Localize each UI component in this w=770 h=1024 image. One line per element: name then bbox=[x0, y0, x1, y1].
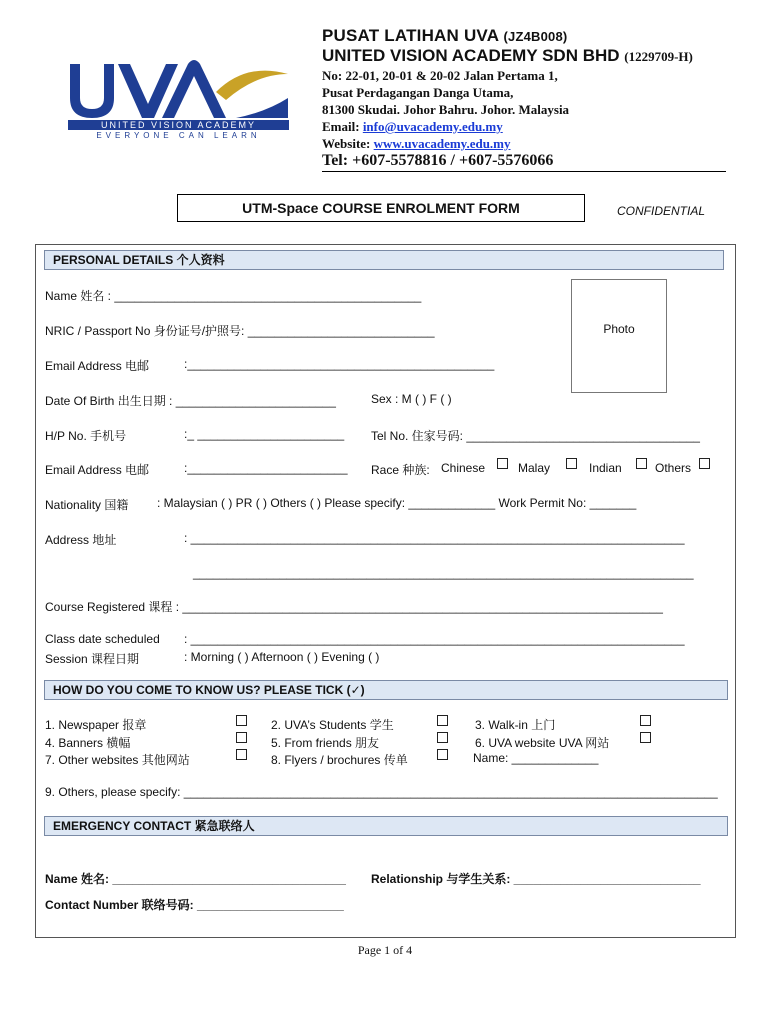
option-walk-in: 3. Walk-in 上门 bbox=[475, 718, 556, 732]
session-field[interactable]: : Morning ( ) Afternoon ( ) Evening ( ) bbox=[184, 650, 380, 664]
uva-students-checkbox[interactable] bbox=[437, 715, 448, 726]
race-option-chinese: Chinese bbox=[441, 461, 486, 475]
nationality-field[interactable]: : Malaysian ( ) PR ( ) Others ( ) Please specify: _____________ Work Permit No: _______ bbox=[157, 496, 637, 510]
race-others-checkbox[interactable] bbox=[699, 458, 710, 469]
email-label-1: Email Address 电邮 bbox=[45, 359, 150, 373]
banners-checkbox[interactable] bbox=[236, 732, 247, 743]
address-label: Address 地址 bbox=[45, 533, 117, 547]
race-label: Race 种族: bbox=[371, 463, 430, 477]
others-specify-field[interactable]: 9. Others, please specify: ________________________________________________________________________________ bbox=[45, 785, 718, 799]
header-company: UNITED VISION ACADEMY SDN BHD (1229709-H) bbox=[322, 46, 693, 65]
option-uva-website: 6. UVA website UVA 网站 bbox=[475, 736, 610, 750]
tel-field[interactable]: Tel No. 住家号码: ___________________________________ bbox=[371, 429, 700, 443]
other-websites-checkbox[interactable] bbox=[236, 749, 247, 760]
header-website: Website: www.uvacademy.edu.my bbox=[322, 136, 511, 151]
address-field-2[interactable]: ___________________________________________________________________________ bbox=[193, 566, 694, 580]
website-link[interactable]: www.uvacademy.edu.my bbox=[373, 136, 511, 151]
photo-box[interactable] bbox=[571, 279, 667, 393]
email-label-2: Email Address 电邮 bbox=[45, 463, 150, 477]
logo-tagline-1: UNITED VISION ACADEMY bbox=[100, 120, 257, 130]
uva-website-checkbox[interactable] bbox=[640, 732, 651, 743]
walk-in-checkbox[interactable] bbox=[640, 715, 651, 726]
header-divider bbox=[322, 171, 726, 172]
uva-logo bbox=[66, 52, 291, 142]
option-newspaper: 1. Newspaper 报章 bbox=[45, 718, 147, 732]
hp-label: H/P No. 手机号 bbox=[45, 429, 127, 443]
email-field-2[interactable]: :________________________ bbox=[184, 461, 348, 475]
course-field[interactable]: Course Registered 课程 : ________________________________________________________________________ bbox=[45, 600, 663, 614]
class-date-label: Class date scheduled bbox=[45, 632, 160, 646]
option-friends: 5. From friends 朋友 bbox=[271, 736, 380, 750]
form-title: UTM-Space COURSE ENROLMENT FORM bbox=[177, 194, 585, 222]
race-option-indian: Indian bbox=[589, 461, 622, 475]
photo-label: Photo bbox=[603, 322, 635, 336]
race-option-malay: Malay bbox=[518, 461, 551, 475]
nric-field[interactable]: NRIC / Passport No 身份证号/护照号: ____________________________ bbox=[45, 324, 435, 338]
section-emergency-contact: EMERGENCY CONTACT 紧急联络人 bbox=[44, 816, 728, 836]
race-malay-checkbox[interactable] bbox=[566, 458, 577, 469]
header-tel: Tel: +607-5578816 / +607-5576066 bbox=[322, 152, 554, 169]
friends-checkbox[interactable] bbox=[437, 732, 448, 743]
hp-field[interactable]: :_ ______________________ bbox=[184, 427, 345, 441]
header-title: PUSAT LATIHAN UVA (JZ4B008) bbox=[322, 26, 568, 45]
logo-tagline-2: EVERYONE CAN LEARN bbox=[96, 131, 261, 140]
newspaper-checkbox[interactable] bbox=[236, 715, 247, 726]
email-link[interactable]: info@uvacademy.edu.my bbox=[362, 119, 503, 134]
flyers-checkbox[interactable] bbox=[437, 749, 448, 760]
address-field-1[interactable]: : __________________________________________________________________________ bbox=[184, 531, 685, 545]
name-field[interactable]: Name 姓名 : ______________________________________________ bbox=[45, 289, 422, 303]
nationality-label: Nationality 国籍 bbox=[45, 498, 129, 512]
confidential-label: CONFIDENTIAL bbox=[617, 204, 706, 218]
email-field-1[interactable]: :______________________________________________ bbox=[184, 357, 495, 371]
option-uva-students: 2. UVA’s Students 学生 bbox=[271, 718, 394, 732]
session-label: Session 课程日期 bbox=[45, 652, 140, 666]
section-personal-details: PERSONAL DETAILS 个人资料 bbox=[44, 250, 724, 270]
option-name-field[interactable]: Name: _____________ bbox=[473, 751, 599, 765]
header-address-3: 81300 Skudai. Johor Bahru. Johor. Malaysia bbox=[322, 102, 570, 117]
section-how-know: HOW DO YOU COME TO KNOW US? PLEASE TICK (✓) bbox=[44, 680, 728, 700]
header-address-2: Pusat Perdagangan Danga Utama, bbox=[322, 85, 514, 100]
contact-number-field[interactable]: Contact Number 联络号码: ______________________ bbox=[45, 898, 344, 912]
page-number: Page 1 of 4 bbox=[357, 943, 413, 957]
relationship-field[interactable]: Relationship 与学生关系: ____________________________ bbox=[371, 872, 701, 886]
sex-field[interactable]: Sex : M ( ) F ( ) bbox=[371, 392, 452, 406]
header-email: Email: info@uvacademy.edu.my bbox=[322, 119, 503, 134]
option-flyers: 8. Flyers / brochures 传单 bbox=[271, 753, 408, 767]
header-address-1: No: 22-01, 20-01 & 20-02 Jalan Pertama 1, bbox=[322, 68, 558, 83]
dob-field[interactable]: Date Of Birth 出生日期 : ________________________ bbox=[45, 394, 336, 408]
emergency-name-field[interactable]: Name 姓名: ___________________________________ bbox=[45, 872, 346, 886]
race-chinese-checkbox[interactable] bbox=[497, 458, 508, 469]
class-date-field[interactable]: : __________________________________________________________________________ bbox=[184, 632, 685, 646]
race-indian-checkbox[interactable] bbox=[636, 458, 647, 469]
race-option-others: Others bbox=[655, 461, 692, 475]
option-banners: 4. Banners 横幅 bbox=[45, 736, 131, 750]
option-other-websites: 7. Other websites 其他网站 bbox=[45, 753, 190, 767]
